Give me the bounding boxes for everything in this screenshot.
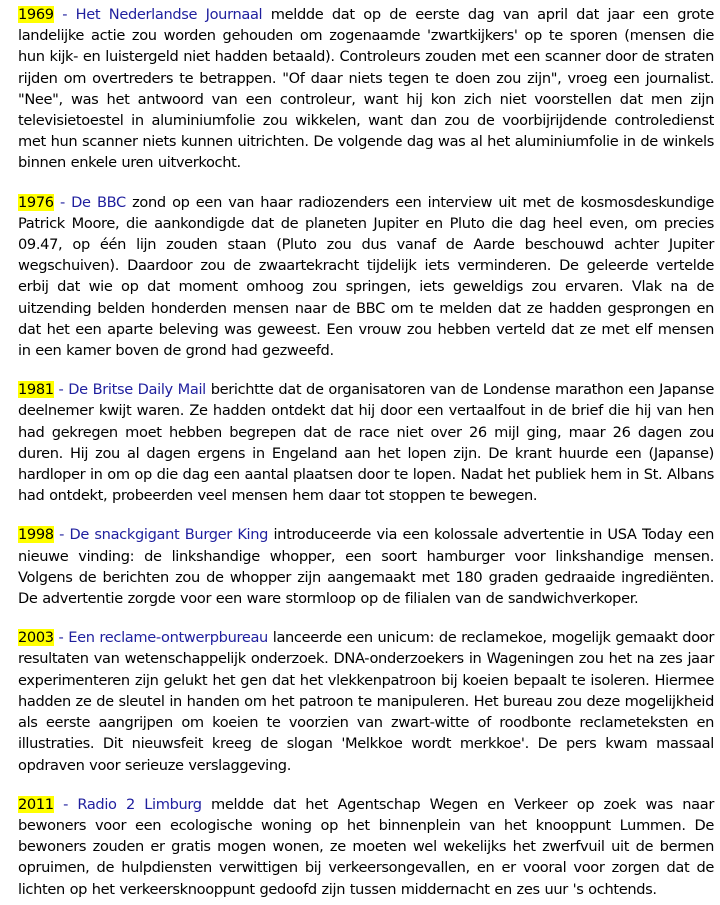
entry-text: introduceerde via een kolossale advertentie in USA Today een nieuwe vinding: de linkshandige whopper, een soort hamburger voor linkshandige mensen. Volgens de berichten zou de whopper zijn aangemaakt met 180 graden gedraaide ingrediënten. De advertentie zorgde voor een ware stormloop op de filialen van de sandwichverkoper. bbox=[18, 526, 714, 608]
entry-year: 2011 bbox=[18, 795, 54, 813]
entry-source: De BBC bbox=[71, 193, 126, 211]
entry-source: Het Nederlandse Journaal bbox=[75, 6, 263, 23]
entry-separator: - bbox=[53, 381, 69, 399]
entry-2011 bbox=[18, 794, 714, 900]
entry-source: De Britse Daily Mail bbox=[68, 381, 206, 399]
entry-source: De snackgigant Burger King bbox=[69, 526, 269, 544]
entry-separator: - bbox=[53, 795, 78, 813]
entry-year: 1976 bbox=[18, 193, 54, 211]
entry-text: berichtte dat de organisatoren van de Londense marathon een Japanse deelnemer kwijt waren. Ze hadden ontdekt dat hij door een vertaalfout in de brief die hij van hen had gekregen moet hebben begrepen dat de race niet over 26 mijl ging, maar 26 dagen zou duren. Hij zou al dagen ergens in Engeland aan het lopen zijn. De krant huurde een (Japanse) hardloper in om op die dag een aantal plaatsen door te lopen. Nadat het publiek hem in St. Albans had ontdekt, probeerden veel mensen hem daar tot stoppen te bewegen. bbox=[18, 381, 715, 505]
entry-1976 bbox=[18, 192, 714, 362]
entry-year: 2003 bbox=[18, 629, 54, 647]
entry-text: meldde dat op de eerste dag van april dat jaar een grote landelijke actie zou worden gehouden om zogenaamde 'zwartkijkers' op te sporen (mensen die hun kijk- en luistergeld niet hadden betaald). Controleurs zouden met een scanner door de straten rijden om overtreders te betrappen. "Of daar niets tegen te doen zou zijn", vroeg een journalist. "Nee", was het antwoord van een controleur, want hij kon zich niet voorstellen dat men zijn televisietoestel in aluminiumfolie zou wikkelen, want dan zou de voorbijrijdende controledienst met hun scanner niets kunnen uitrichten. De volgende dag was al het aluminiumfolie in de winkels binnen enkele uren uitverkocht. bbox=[18, 6, 715, 172]
entry-1969 bbox=[18, 4, 714, 174]
entry-1981 bbox=[18, 379, 714, 506]
entry-year: 1981 bbox=[18, 381, 54, 399]
entry-separator: - bbox=[53, 629, 69, 647]
entry-source: Een reclame-ontwerpbureau bbox=[68, 629, 268, 647]
entry-year: 1969 bbox=[18, 6, 54, 23]
entry-text: zond op een van haar radiozenders een interview uit met de kosmosdeskundige Patrick Moore, die aankondigde dat de planeten Jupiter en Pluto die dag heel even, om precies 09.47, op één lijn zouden staan (Pluto zou dus vanaf de Aarde beschouwd achter Jupiter wegschuiven). Daardoor zou de zwaartekracht tijdelijk iets verminderen. De geleerde vertelde erbij dat wie op dat moment omhoog zou springen, iets geweldigs zou ervaren. Vlak na de uitzending belden honderden mensen naar de BBC om te melden dat ze hadden gesprongen en dat het een aparte beleving was geweest. Een vrouw zou hebben verteld dat ze met elf mensen in een kamer boven de grond had gezweefd. bbox=[18, 193, 714, 360]
entry-text: lanceerde een unicum: de reclamekoe, mogelijk gemaakt door resultaten van wetenschappelijk onderzoek. DNA-onderzoekers in Wageningen zou het na zes jaar experimenteren zijn gelukt het gen dat het vlekkenpatroon bij koeien bepaalt te isoleren. Hiermee hadden ze de sleutel in handen om het patroon te manipuleren. Het bureau zou deze mogelijkheid als eerste aangrijpen om koeien te voorzien van zwart-witte of roodbonte reclameteksten en illustraties. Dit nieuwsfeit kreeg de slogan 'Melkkoe wordt merkkoe'. De pers kwam massaal opdraven voor serieuze verslaggeving. bbox=[18, 629, 715, 774]
entry-1998 bbox=[18, 524, 714, 609]
entry-year: 1998 bbox=[18, 526, 54, 544]
entry-separator: - bbox=[53, 193, 72, 211]
entry-text: meldde dat het Agentschap Wegen en Verkeer op zoek was naar bewoners voor een ecologische woning op het binnenplein van het knooppunt Lummen. De bewoners zouden er gratis mogen wonen, ze moeten wel wekelijks het zwerfvuil uit de bermen opruimen, de hulpdiensten verwittigen bij verkeersongevallen, en er vooral voor zorgen dat de lichten op het verkeersknooppunt gedoofd zijn tussen middernacht en zes uur 's ochtends. bbox=[18, 795, 714, 898]
entry-2003 bbox=[18, 627, 714, 775]
entry-separator: - bbox=[53, 6, 76, 23]
entry-separator: - bbox=[53, 526, 70, 544]
entry-source: Radio 2 Limburg bbox=[77, 795, 202, 813]
